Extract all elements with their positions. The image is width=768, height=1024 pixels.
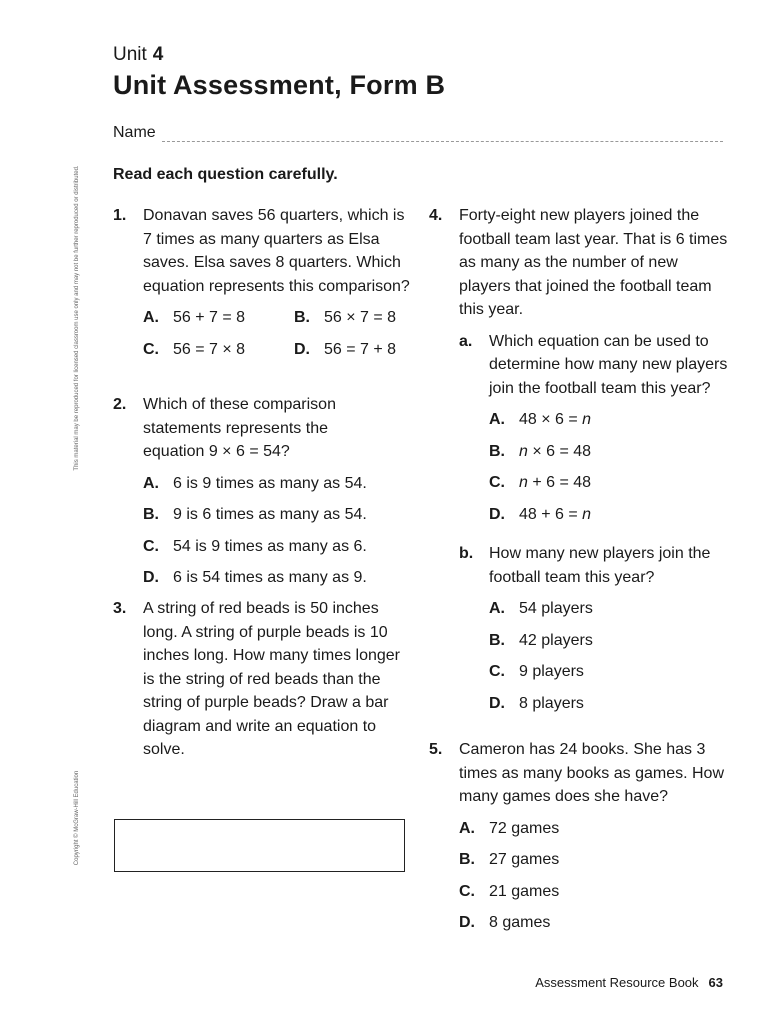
answer-option-c[interactable]: C. 21 games [459,882,560,900]
unit-label: Unit [113,44,147,65]
answer-option-d[interactable]: D. 6 is 54 times as many as 9. [143,569,367,586]
part-text: How many new players join the football team this year? [489,545,711,586]
page-footer [535,975,723,990]
answer-option-d[interactable]: D. 8 games [459,914,551,931]
answer-option-b[interactable]: B. 9 is 6 times as many as 54. [143,506,367,523]
question-5 [429,738,729,943]
name-label: Name [113,124,156,141]
page-title: Unit Assessment, Form B [113,70,446,100]
question-number: 1. [113,207,127,224]
question-4 [429,204,729,723]
page-number: 63 [708,975,723,990]
instructions: Read each question carefully. [113,166,338,183]
answer-option-c[interactable]: C. 56 = 7 × 8 [143,340,246,358]
answer-option-b[interactable]: B. 42 players [489,631,593,649]
book-title: Assessment Resource Book [535,975,699,990]
question-4-part-b [459,542,729,723]
unit-heading [113,44,163,66]
question-text: Cameron has 24 books. She has 3 times as many books as games. How many games does she have? [459,741,724,805]
answer-option-a[interactable]: A. 56 + 7 = 8 [143,309,246,326]
answer-option-c[interactable]: C. 9 players [489,663,584,680]
answer-options [143,306,413,369]
part-letter: b. [459,545,474,562]
question-number: 3. [113,600,127,617]
answer-option-b[interactable]: B. 27 games [459,851,560,868]
question-number: 5. [429,741,443,758]
question-text: A string of red beads is 50 inches long. A string of purple beads is 10 inches long. How many times longer is the string of red beads than the string of purple beads? Draw a bar diagram and write an equation to solve. [143,600,401,758]
question-2 [113,393,373,598]
answer-option-b[interactable]: B. n × 6 = 48 [489,442,592,460]
question-number: 4. [429,207,443,224]
question-4-part-a [459,330,729,535]
side-permission-notice: This material may be reproduced for licensed classroom use only and may not be further reproduced or distributed. [74,165,80,471]
answer-option-a[interactable]: A. 48 × 6 = n [489,411,592,428]
name-row [113,124,723,142]
question-1 [113,204,413,369]
name-field[interactable] [162,125,723,142]
answer-option-b[interactable]: B. 56 × 7 = 8 [294,309,397,326]
answer-option-c[interactable]: C. n + 6 = 48 [489,474,592,491]
answer-option-c[interactable]: C. 54 is 9 times as many as 6. [143,537,367,555]
answer-option-d[interactable]: D. 48 + 6 = n [489,505,592,523]
answer-box[interactable] [114,819,405,872]
answer-options [489,408,729,534]
question-3 [113,597,408,762]
answer-option-a[interactable]: A. 6 is 9 times as many as 54. [143,474,367,492]
answer-option-a[interactable]: A. 54 players [489,600,593,617]
answer-option-a[interactable]: A. 72 games [459,819,560,837]
answer-options [143,472,373,598]
part-text: Which equation can be used to determine how many new players join the football team this year? [489,332,728,397]
unit-number: 4 [152,44,164,65]
side-copyright: Copyright © McGraw-Hill Education [74,770,80,866]
answer-option-d[interactable]: D. 56 = 7 + 8 [294,340,397,358]
answer-options [489,597,729,723]
question-number: 2. [113,396,127,413]
part-letter: a. [459,332,473,350]
question-text: Forty-eight new players joined the football team last year. That is 6 times as many as the number of new players that joined the football team this year. [459,207,728,318]
question-text: Donavan saves 56 quarters, which is 7 times as many quarters as Elsa saves. Elsa saves 8 quarters. Which equation represents this comparison? [143,207,410,295]
answer-options [459,817,729,943]
question-text: Which of these comparison statements represents the equation 9 × 6 = 54? [143,396,336,460]
answer-option-d[interactable]: D. 8 players [489,694,584,712]
